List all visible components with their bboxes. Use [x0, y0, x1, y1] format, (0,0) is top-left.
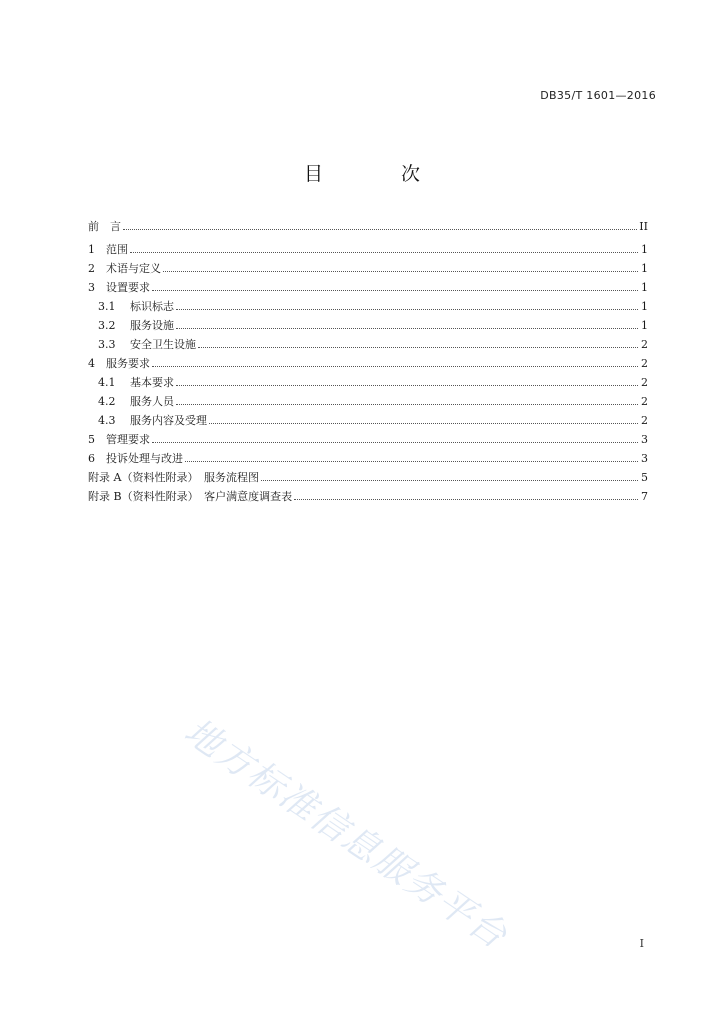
toc-entry-title: 安全卫生设施: [130, 338, 196, 351]
toc-entry-page: 1: [641, 319, 648, 332]
dot-leader: [176, 403, 638, 405]
toc-entry-number: 3.2: [98, 319, 116, 332]
dot-leader: [152, 365, 638, 367]
dot-leader: [198, 346, 638, 348]
toc-entry-number: 2: [88, 262, 95, 275]
document-code: DB35/T 1601—2016: [540, 89, 656, 102]
dot-leader: [152, 441, 638, 443]
toc-entry-title: 术语与定义: [106, 262, 161, 275]
toc-entry[interactable]: [88, 450, 648, 469]
toc-entry[interactable]: [88, 374, 648, 393]
dot-leader: [185, 460, 638, 462]
dot-leader: [163, 270, 638, 272]
toc-entry-title: 管理要求: [106, 433, 150, 446]
toc-entry-title: 前 言: [88, 220, 121, 233]
toc-entry[interactable]: [88, 469, 648, 488]
toc-entry-number: 4.2: [98, 395, 116, 408]
toc-entry[interactable]: [88, 279, 648, 298]
toc-entry-title: 投诉处理与改进: [106, 452, 183, 465]
toc-entry-page: 1: [641, 262, 648, 275]
dot-leader: [123, 228, 637, 230]
toc-entry-title: 附录 A（资料性附录） 服务流程图: [88, 471, 259, 484]
toc-entry-page: 7: [641, 490, 648, 503]
toc-entry-page: 2: [641, 357, 648, 370]
dot-leader: [130, 251, 638, 253]
dot-leader: [176, 327, 638, 329]
dot-leader: [152, 289, 638, 291]
toc-entry[interactable]: [88, 393, 648, 412]
watermark: 地方标准信息服务平台: [176, 710, 515, 958]
toc-entry-number: 3.3: [98, 338, 116, 351]
toc-entry-title: 附录 B（资料性附录） 客户满意度调查表: [88, 490, 293, 503]
toc-entry[interactable]: [88, 488, 648, 507]
toc-entry[interactable]: [88, 218, 648, 237]
toc-entry[interactable]: [88, 431, 648, 450]
toc-entry-number: 1: [88, 243, 95, 256]
dot-leader: [176, 384, 638, 386]
toc-entry-number: 4: [88, 357, 95, 370]
toc-entry-page: 1: [641, 243, 648, 256]
toc-entry[interactable]: [88, 298, 648, 317]
toc-entry[interactable]: [88, 317, 648, 336]
toc-entry[interactable]: [88, 412, 648, 431]
dot-leader: [209, 422, 638, 424]
toc-entry-title: 服务要求: [106, 357, 150, 370]
toc-entry-number: 3.1: [98, 300, 116, 313]
toc-entry-title: 服务设施: [130, 319, 174, 332]
toc-entry-number: 3: [88, 281, 95, 294]
toc-entry-page: 5: [641, 471, 648, 484]
page-number: I: [639, 937, 644, 950]
toc-entry-page: 3: [641, 433, 648, 446]
toc-entry[interactable]: [88, 336, 648, 355]
toc-entry-page: 2: [641, 395, 648, 408]
toc-entry-number: 4.3: [98, 414, 116, 427]
toc-entry-title: 服务人员: [130, 395, 174, 408]
toc-entry-page: II: [639, 220, 648, 233]
toc-entry-page: 1: [641, 300, 648, 313]
toc-entry-page: 1: [641, 281, 648, 294]
dot-leader: [261, 479, 638, 481]
toc-entry-page: 2: [641, 338, 648, 351]
dot-leader: [294, 498, 638, 500]
toc-entry[interactable]: [88, 355, 648, 374]
toc-entry-page: 2: [641, 376, 648, 389]
toc-entry[interactable]: [88, 241, 648, 260]
toc-entry-number: 6: [88, 452, 95, 465]
page-title: 目 次: [303, 163, 457, 185]
toc-entry-title: 标识标志: [130, 300, 174, 313]
toc-entry-title: 基本要求: [130, 376, 174, 389]
toc-entry-page: 2: [641, 414, 648, 427]
toc-entry-title: 设置要求: [106, 281, 150, 294]
toc-entry-page: 3: [641, 452, 648, 465]
toc-entry-title: 服务内容及受理: [130, 414, 207, 427]
dot-leader: [176, 308, 638, 310]
toc-entry-title: 范围: [106, 243, 128, 256]
toc-entry-number: 5: [88, 433, 95, 446]
table-of-contents: [88, 218, 648, 507]
toc-entry[interactable]: [88, 260, 648, 279]
toc-entry-number: 4.1: [98, 376, 116, 389]
